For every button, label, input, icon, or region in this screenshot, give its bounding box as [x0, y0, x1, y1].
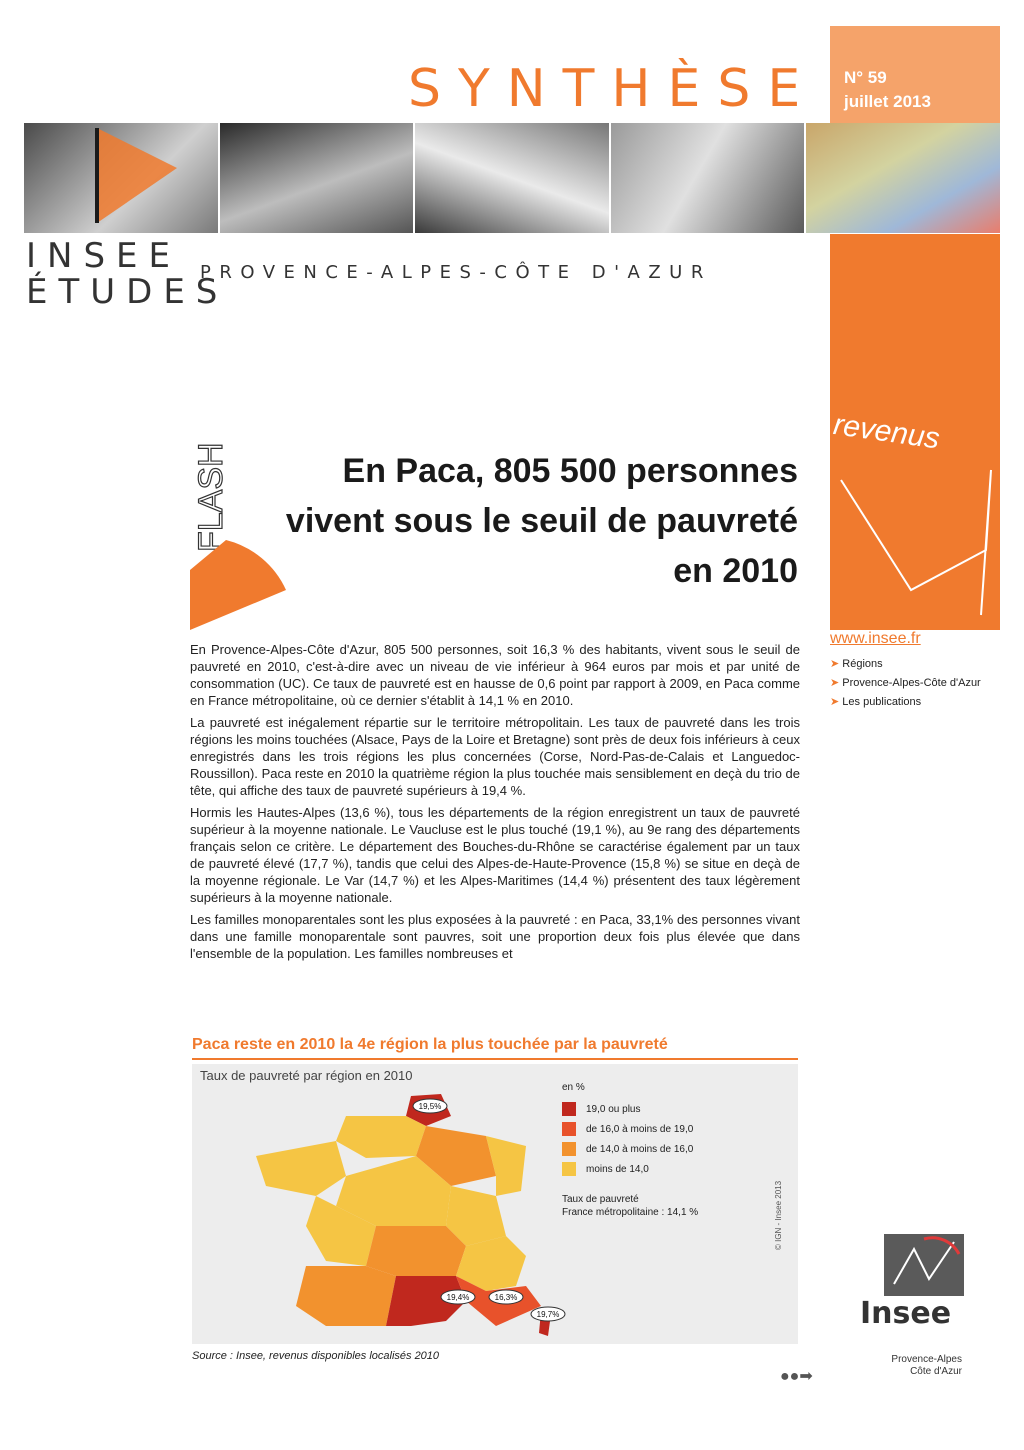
- legend-label: moins de 14,0: [586, 1163, 649, 1175]
- issue-date: juillet 2013: [844, 92, 931, 111]
- title-line-2: vivent sous le seuil de pauvreté: [285, 502, 798, 540]
- legend-swatch: [562, 1102, 576, 1116]
- insee-logo-icon: [884, 1234, 964, 1296]
- map-credit: © IGN - Insee 2013: [774, 1180, 783, 1250]
- publication-title: SYNTHÈSE: [408, 59, 818, 119]
- theme-label: revenus: [831, 408, 942, 456]
- callout-languedoc: [441, 1290, 475, 1304]
- brand-etudes: ÉTUDES: [26, 272, 229, 312]
- map-source: Source : Insee, revenus disponibles localisés 2010: [192, 1350, 440, 1362]
- callout-corse: [531, 1307, 565, 1321]
- region-north-west: [336, 1116, 426, 1158]
- region-bretagne-pays-loire: [256, 1141, 346, 1196]
- article-body: [190, 641, 800, 967]
- link-paca[interactable]: ➤ Provence-Alpes-Côte d'Azur: [830, 674, 981, 693]
- legend-item: [562, 1099, 698, 1119]
- region-name: PROVENCE-ALPES-CÔTE D'AZUR: [200, 262, 712, 283]
- sidebar-links: [830, 655, 981, 712]
- legend-item: [562, 1139, 698, 1159]
- theme-decoration-icon: [836, 440, 998, 628]
- legend-swatch: [562, 1122, 576, 1136]
- legend-swatch: [562, 1142, 576, 1156]
- legend-label: de 14,0 à moins de 16,0: [586, 1143, 694, 1155]
- legend-swatch: [562, 1162, 576, 1176]
- france-regions-map: [196, 1086, 576, 1346]
- region-south-west: [296, 1266, 396, 1326]
- brand-insee: INSEE: [26, 236, 182, 276]
- legend-note-line: Taux de pauvreté: [562, 1194, 639, 1205]
- legend-label: de 16,0 à moins de 19,0: [586, 1123, 694, 1135]
- street-photo: [415, 123, 609, 233]
- website-link[interactable]: www.insee.fr: [830, 630, 921, 647]
- insee-triangle-logo: [92, 128, 182, 228]
- callout-label: 16,3%: [494, 1293, 518, 1302]
- map-heading: Paca reste en 2010 la 4e région la plus touchée par la pauvreté: [192, 1036, 798, 1060]
- legend-label: 19,0 ou plus: [586, 1103, 641, 1115]
- map-subtitle: Taux de pauvreté par région en 2010: [200, 1068, 413, 1083]
- laptop-photo: [220, 123, 414, 233]
- link-regions[interactable]: ➤ Régions: [830, 655, 981, 674]
- callout-nord: [413, 1099, 447, 1113]
- building-photo: [611, 123, 805, 233]
- insee-etudes-brand: [26, 238, 228, 310]
- insee-logo-text: Insee: [860, 1296, 952, 1331]
- legend-item: [562, 1119, 698, 1139]
- link-publications[interactable]: ➤ Les publications: [830, 693, 981, 712]
- article-title: [236, 446, 798, 596]
- paragraph: En Provence-Alpes-Côte d'Azur, 805 500 personnes, soit 16,3 % des habitants, vivent sous le seuil de pauvreté en 2010, c'est-à-dire avec un niveau de vie inférieur à 964 euros par mois et par unité de consommation (UC). Ce taux de pauvreté est en hausse de 0,6 point par rapport à 2009, en Paca comme en France métropolitaine, où ce dernier s'établit à 14,1 % en 2010.: [190, 642, 800, 708]
- paragraph: Les familles monoparentales sont les plus exposées à la pauvreté : en Paca, 33,1% des personnes vivant dans une famille monoparentale sont pauvres, soit une proportion deux fois plus élevée que dans l'ensemble de la population. Les familles nombreuses et: [190, 912, 800, 961]
- next-page-arrow-icon[interactable]: ●●➡: [780, 1368, 813, 1385]
- callout-label: 19,5%: [418, 1102, 442, 1111]
- logo-region-line: Provence-Alpes: [891, 1354, 962, 1365]
- legend-note-line: France métropolitaine : 14,1 %: [562, 1207, 699, 1218]
- callout-label: 19,4%: [446, 1293, 470, 1302]
- title-line-1: En Paca, 805 500 personnes: [342, 452, 798, 490]
- title-line-3: en 2010: [673, 552, 798, 590]
- flash-label: FLASH: [192, 442, 230, 552]
- paragraph: Hormis les Hautes-Alpes (13,6 %), tous les départements de la région enregistrent un taux de pauvreté supérieur à la moyenne nationale. Le Vaucluse est le plus touché (19,1 %), au 9e rang des départements français selon ce critère. Le département des Bouches-du-Rhône se caractérise également par un taux de pauvreté élevé (17,7 %), tandis que celui des Alpes-de-Haute-Provence (15,8 %) se situe en deçà de la moyenne régionale. Le Var (14,7 %) et les Alpes-Maritimes (14,4 %) présentent des taux légèrement supérieurs à la moyenne nationale.: [190, 805, 800, 905]
- region-limousin-auvergne: [366, 1226, 466, 1276]
- logo-region-line: Côte d'Azur: [910, 1366, 962, 1377]
- callout-paca: [489, 1290, 523, 1304]
- legend-unit: en %: [562, 1082, 585, 1093]
- legend-note: [562, 1193, 698, 1219]
- issue-info: [844, 66, 931, 114]
- legend-item: [562, 1159, 698, 1179]
- issue-number: N° 59: [844, 68, 887, 87]
- paragraph: La pauvreté est inégalement répartie sur le territoire métropolitain. Les taux de pauvreté dans les trois régions les moins touchées (Alsace, Pays de la Loire et Bretagne) sont près de deux fois inférieurs à ceux enregistrés dans les trois régions les plus concernées (Corse, Nord-Pas-de-Calais et Languedoc-Roussillon). Paca reste en 2010 la quatrième région la plus touchée mais sensiblement en deçà du trio de tête, qui affiche des taux de pauvreté supérieurs à 19,4 %.: [190, 715, 800, 798]
- map-legend: [562, 1082, 698, 1219]
- euro-photo: [806, 123, 1000, 233]
- logo-region: [862, 1354, 962, 1378]
- callout-label: 19,7%: [536, 1310, 560, 1319]
